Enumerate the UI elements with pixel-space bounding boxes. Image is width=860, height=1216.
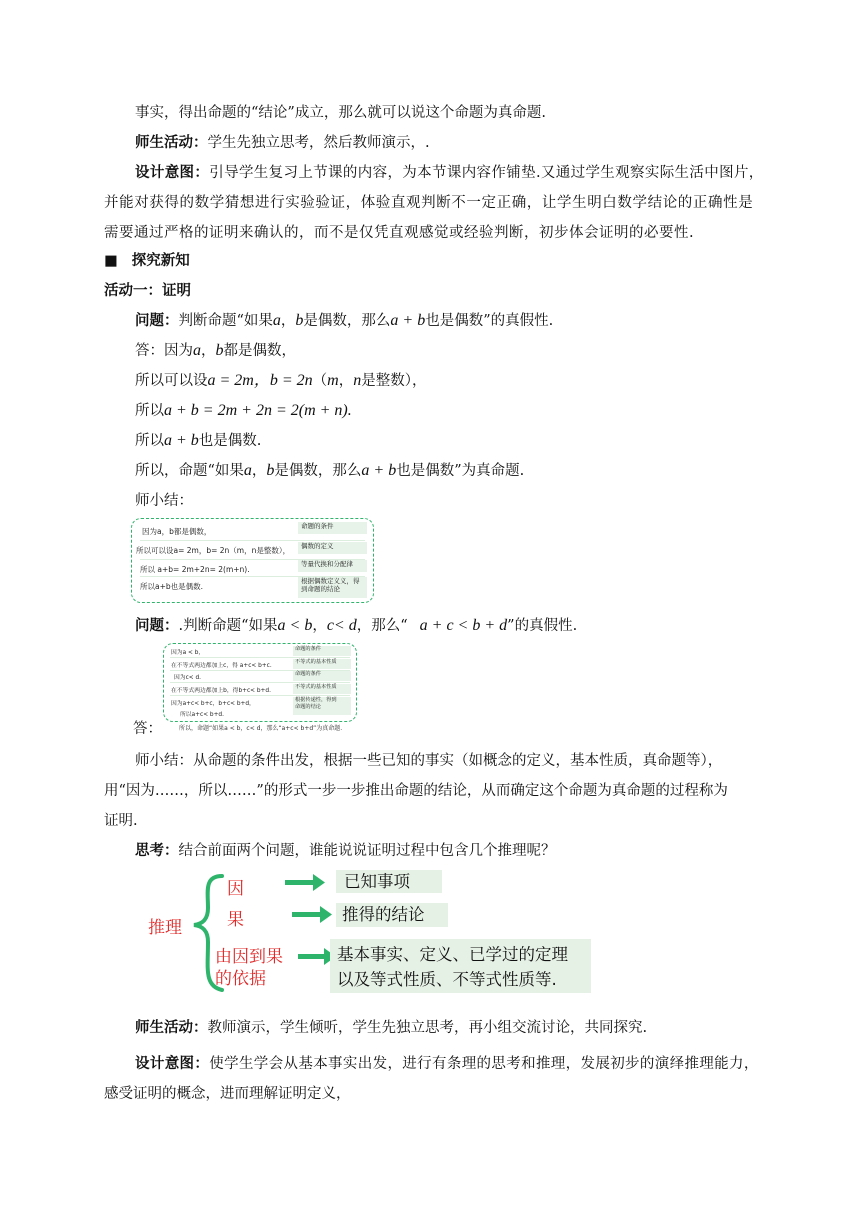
summary-line: 用“因为……，所以……”的形式一步一步推出命题的结论，从而确定这个命题为真命题的过程称为 — [104, 783, 728, 799]
q-text: 也是偶数”的真假性. — [425, 313, 554, 329]
summary-line: 证明. — [104, 813, 138, 829]
reason-tag-line: 命题的结论 — [295, 703, 321, 710]
ans-sep: ， — [201, 343, 216, 359]
ans-text: 答：因为 — [135, 343, 193, 359]
proof-row: 所以a+c< b+d. — [180, 712, 224, 718]
diagram-box-conclusion: 推得的结论 — [336, 903, 448, 927]
proof-box-1 — [131, 518, 374, 603]
diagram-branch-basis — [215, 946, 283, 990]
ans-sep: ， — [251, 463, 267, 479]
intent-line: 并能对获得的数学猜想进行实验验证，体验直观判断不一定正确，让学生明白数学结论的正确性是 — [104, 195, 754, 211]
math-expr: c< d — [326, 617, 357, 634]
proof-row: 所以可以设a= 2m，b= 2n（m，n是整数）， — [136, 546, 291, 555]
proof-row: 因为c< d. — [174, 675, 202, 681]
q-sep: ， — [312, 618, 327, 634]
math-expr: a + b = 2m + 2n = 2(m + n). — [164, 402, 352, 419]
arrow-icon — [292, 906, 332, 923]
section-title: 探究新知 — [131, 253, 190, 269]
reason-tag: 命题的条件 — [293, 671, 351, 681]
q-text: ”的真假性. — [507, 618, 578, 634]
reason-tag-line: 到命题的结论 — [301, 585, 340, 594]
section-bullet: ■ — [104, 253, 118, 269]
var-a: a — [193, 342, 201, 359]
intent-label: 设计意图： — [135, 1056, 210, 1072]
arrow-icon — [285, 874, 325, 891]
var-a: a — [243, 462, 252, 479]
intent-line: 需要通过严格的证明来确认的，而不是仅凭直观感觉或经验判断，初步体会证明的必要性. — [104, 225, 695, 241]
proof-row: 在不等式两边都加上b，得b+c< b+d. — [171, 688, 271, 694]
section-header — [104, 251, 190, 271]
reason-tag: 不等式的基本性质 — [293, 684, 351, 694]
reason-tag: 命题的条件 — [293, 646, 351, 656]
var-b: b — [295, 312, 304, 329]
reason-tag: 偶数的定义 — [298, 542, 367, 554]
diagram-branch-line: 由因到果 — [215, 947, 283, 967]
proof-row: 因为a < b， — [171, 650, 205, 656]
answer-line — [135, 371, 426, 391]
reason-tag — [298, 577, 367, 598]
ans-sep: ， — [338, 373, 354, 389]
var-b: b — [266, 462, 275, 479]
proof-row: 因为a，b都是偶数， — [142, 527, 212, 536]
intent-line: 感受证明的概念，进而理解证明定义， — [104, 1086, 351, 1102]
ans-text: 是偶数，那么 — [274, 463, 362, 479]
diagram-branch-cause: 因 — [227, 879, 244, 899]
answer-line — [135, 431, 261, 451]
activity-text: 学生先独立思考，然后教师演示，. — [207, 135, 430, 151]
answer-label: 答： — [133, 721, 162, 737]
var-n: n — [353, 372, 362, 389]
think-text: 结合前面两个问题，谁能说说证明过程中包含几个推理呢？ — [178, 843, 556, 859]
teacher-student-activity — [135, 1018, 647, 1038]
ans-text: 所以可以设 — [135, 373, 208, 389]
summary-label: 师小结： — [135, 493, 193, 509]
q-text: 是偶数，那么 — [303, 313, 391, 329]
question-2 — [135, 616, 577, 636]
activity-label: 师生活动： — [135, 135, 208, 151]
intent-label: 设计意图： — [135, 165, 210, 181]
proof-row: 所以a+b也是偶数. — [140, 582, 204, 591]
ans-text: 也是偶数”为真命题. — [396, 463, 525, 479]
activity-title: 活动一：证明 — [104, 283, 191, 299]
answer-line — [135, 341, 296, 361]
q-text: 判断命题“如果 — [178, 313, 273, 329]
ans-text: 所以 — [135, 433, 164, 449]
diagram-box-known: 已知事项 — [336, 870, 442, 893]
summary-line: 师小结：从命题的条件出发，根据一些已知的事实（如概念的定义，基本性质，真命题等）， — [135, 753, 723, 769]
row-divider — [140, 540, 365, 541]
diagram-box-basis — [330, 939, 591, 993]
proof-conclusion: 所以，命题“如果a < b，c< d，那么“a+c< b+d”为真命题. — [179, 725, 343, 732]
math-expr: a + b — [164, 432, 199, 449]
question-label: 问题： — [135, 618, 179, 634]
ans-text: 都是偶数， — [223, 343, 296, 359]
row-divider — [170, 682, 350, 683]
ans-text: 是整数）， — [361, 373, 427, 389]
q-text: ，那么“ — [356, 618, 408, 634]
question-label: 问题： — [135, 313, 179, 329]
math-expr: a = 2m，b = 2n — [207, 372, 313, 389]
proof-box-2 — [163, 643, 357, 722]
var-m: m — [327, 372, 339, 389]
paragraph-text: 事实，得出命题的“结论”成立，那么就可以说这个命题为真命题. — [135, 105, 546, 121]
activity-label: 师生活动： — [135, 1020, 208, 1036]
var-b: b — [215, 342, 224, 359]
q-text: .判断命题“如果 — [178, 618, 278, 634]
ans-text: （ — [312, 373, 328, 389]
intent-line: 使学生学会从基本事实出发，进行有条理的思考和推理，发展初步的演绎推理能力， — [209, 1056, 759, 1072]
design-intent — [135, 1054, 759, 1074]
reason-tag-line: 根据传递性，得到 — [295, 697, 337, 703]
proof-row: 所以 a+b= 2m+2n= 2(m+n). — [140, 565, 250, 574]
math-expr: a + b — [390, 312, 426, 329]
teacher-student-activity — [135, 133, 430, 153]
design-intent — [135, 163, 764, 183]
reason-tag-line: 根据偶数定义义，得 — [301, 577, 360, 585]
diagram-root: 推理 — [148, 918, 182, 938]
reason-tag: 等量代换和分配律 — [298, 560, 367, 572]
q-sep: ， — [280, 313, 296, 329]
var-a: a — [272, 312, 281, 329]
ans-text: 所以 — [135, 403, 164, 419]
reason-tag: 不等式的基本性质 — [293, 659, 351, 669]
diagram-box-line: 基本事实、定义、已学过的定理 — [337, 945, 568, 964]
row-divider — [170, 695, 350, 696]
answer-line — [135, 461, 524, 481]
proof-row: 在不等式两边都加上c，得 a+c< b+c. — [171, 663, 272, 669]
math-expr: a < b — [277, 617, 313, 634]
reason-tag — [293, 697, 351, 715]
row-divider — [170, 657, 350, 658]
think-question — [135, 841, 556, 861]
diagram-box-line: 以及等式性质、不等式性质等. — [337, 970, 557, 989]
diagram-branch-line: 的依据 — [215, 969, 266, 989]
reason-tag: 命题的条件 — [298, 522, 367, 534]
proof-row: 因为a+c< b+c，b+c< b+d， — [171, 701, 255, 707]
intent-line: 引导学生复习上节课的内容，为本节课内容作铺垫.又通过学生观察实际生活中图片， — [209, 165, 764, 181]
diagram-branch-effect: 果 — [227, 910, 244, 930]
math-expr: a + c < b + d — [419, 617, 508, 634]
math-expr: a + b — [361, 462, 397, 479]
think-label: 思考： — [135, 843, 179, 859]
ans-text: 所以，命题“如果 — [135, 463, 244, 479]
answer-line — [135, 401, 352, 421]
question-1 — [135, 311, 553, 331]
activity-text: 教师演示，学生倾听，学生先独立思考，再小组交流讨论，共同探究. — [207, 1020, 648, 1036]
ans-text: 也是偶数. — [198, 433, 262, 449]
